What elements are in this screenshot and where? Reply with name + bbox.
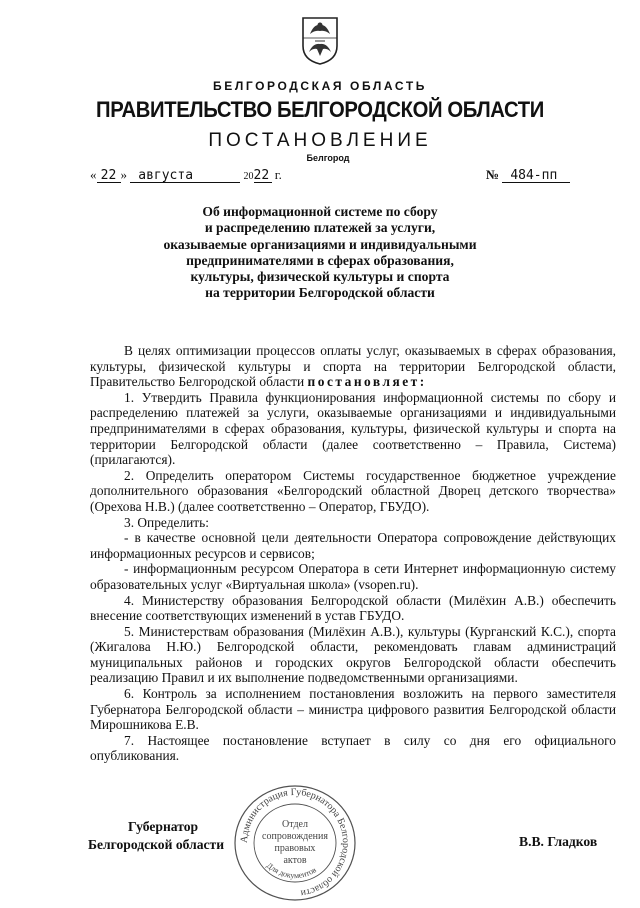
stamp-bottom-text: Для документов <box>264 860 318 881</box>
title-line: на территории Белгородской области <box>205 285 435 301</box>
title-line: оказываемые организациями и индивидуальными <box>163 236 477 252</box>
date-year-prefix: 20 <box>243 171 254 182</box>
date-year-suffix: 22 <box>254 169 272 183</box>
paragraph-6: 6. Контроль за исполнением постановления возложить на первого заместителя Губернатора Белгородской области – министра цифрового развития Белгородской области Мирошникова Е.В. <box>90 686 616 733</box>
region-name: БЕЛГОРОДСКАЯ ОБЛАСТЬ <box>213 79 427 93</box>
position-line-2: Белгородской области <box>88 837 225 852</box>
paragraph-1: 1. Утвердить Правила функционирования информационной системы по сбору и распределению платежей за услуги, оказываемые организациями и индивидуальными предпринимателями в сферах образования, культуры, физической культуры и спорта на территории Белгородской области (далее соответственно – Правила, Система) (прилагаются). <box>90 389 616 468</box>
paragraph-7: 7. Настоящее постановление вступает в силу со дня его официального опубликования. <box>90 732 616 764</box>
date-close-quote: » <box>120 167 127 182</box>
stamp-ring-text: Администрация Губернатора Белгородской области <box>238 786 352 899</box>
paragraph-4: 4. Министерству образования Белгородской области (Милёхин А.В.) обеспечить внесение соответствующих изменений в устав ГБУДО. <box>90 592 616 624</box>
title-line: культуры, физической культуры и спорта <box>190 269 450 285</box>
date-day: 22 <box>97 169 121 183</box>
document-type: ПОСТАНОВЛЕНИЕ <box>208 130 432 151</box>
decrees-word: постановляет: <box>307 374 427 390</box>
stamp-line: актов <box>283 855 307 866</box>
city-name: Белгород <box>306 153 350 163</box>
stamp-line: сопровождения <box>262 831 328 842</box>
document-body <box>90 343 616 764</box>
title-line: предпринимателями в сферах образования, <box>186 252 454 268</box>
paragraph-3: 3. Определить: <box>124 514 209 530</box>
number-sign: № <box>486 167 500 182</box>
official-stamp <box>232 783 358 903</box>
paragraph-5: 5. Министерствам образования (Милёхин А.В.), культуры (Курганский К.С.), спорта (Жигалова Н.Ю.) Белгородской области, рекомендовать главам администраций муниципальных районов и городских округов Белгородской области обеспечить реализацию Правил и их выполнение подведомственными организациями. <box>90 623 616 686</box>
signatory-name: В.В. Гладков <box>519 834 598 849</box>
stamp-line: Отдел <box>282 819 308 830</box>
intro-text: В целях оптимизации процессов оплаты услуг, оказываемых в сферах образования, культуры, физической культуры и спорта на территории Белгородской области, Правительство Белгородской области <box>90 343 616 390</box>
title-line: и распределению платежей за услуги, <box>204 220 436 236</box>
number-value: 484-пп <box>502 169 570 183</box>
document-title <box>110 204 530 302</box>
date-open-quote: « <box>90 167 97 182</box>
paragraph-2: 2. Определить оператором Системы государственное бюджетное учреждение дополнительного образования «Белгородский областной Дворец детского творчества» (Орехова Н.В.) (далее соответственно – Оператор, ГБУДО). <box>90 467 616 514</box>
signatory-position <box>88 818 225 854</box>
title-line: Об информационной системе по сбору <box>202 204 438 219</box>
stamp-line: правовых <box>274 843 316 854</box>
coat-of-arms-icon <box>301 16 339 66</box>
paragraph-3-item-2: - информационным ресурсом Оператора в сети Интернет информационную систему образовательных услуг «Виртуальная школа» (vsopen.ru). <box>90 561 616 592</box>
document-number <box>486 167 570 183</box>
position-line-1: Губернатор <box>128 819 199 834</box>
document-date <box>90 167 282 183</box>
date-month: августа <box>130 169 240 183</box>
paragraph-3-item-1: - в качестве основной цели деятельности Оператора сопровождение действующих информационных ресурсов и сервисов; <box>90 530 616 561</box>
government-name: ПРАВИТЕЛЬСТВО БЕЛГОРОДСКОЙ ОБЛАСТИ <box>96 97 544 122</box>
intro-paragraph <box>90 343 616 390</box>
date-year-unit: г. <box>274 167 282 182</box>
